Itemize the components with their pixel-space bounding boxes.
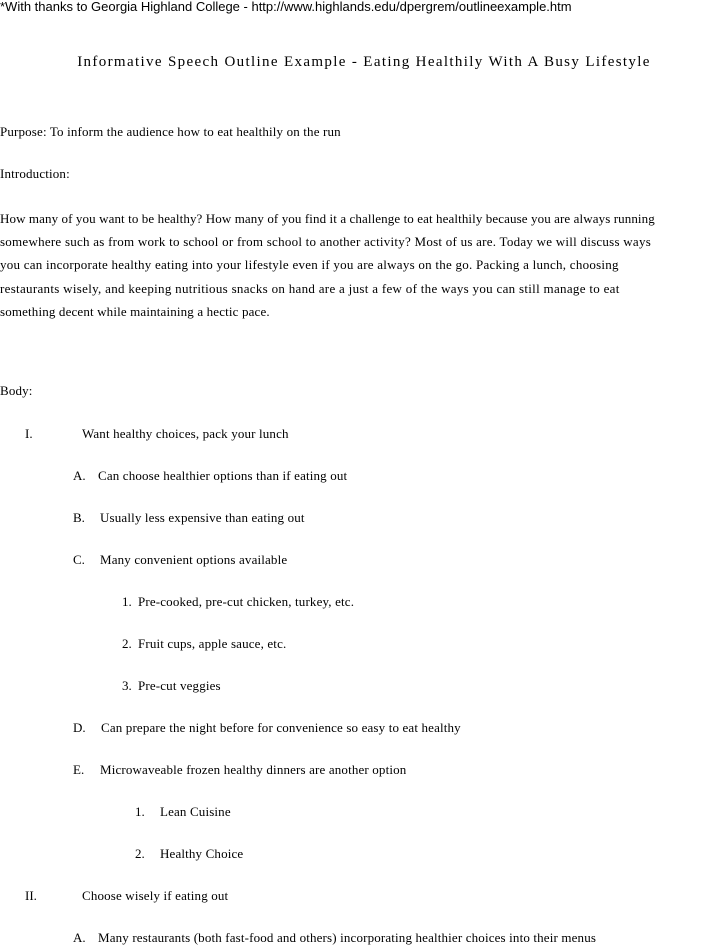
body-heading: Body: (0, 383, 33, 398)
outline-item-text: Pre-cut veggies (138, 678, 221, 693)
outline-item-text: Can choose healthier options than if eating out (98, 468, 348, 483)
outline-item-text: Choose wisely if eating out (82, 888, 229, 903)
outline-item-text: Lean Cuisine (160, 804, 231, 819)
outline-item-text: Fruit cups, apple sauce, etc. (138, 636, 287, 651)
introduction-line: something decent while maintaining a hectic pace. (0, 303, 270, 319)
introduction-line: How many of you want to be healthy? How many of you find it a challenge to eat healthily because you are always running (0, 211, 655, 226)
outline-item-text: Pre-cooked, pre-cut chicken, turkey, etc. (138, 594, 355, 609)
outline-marker: I. (25, 426, 33, 441)
introduction-line: you can incorporate healthy eating into your lifestyle even if you are always on the go. Packing a lunch, choosing (0, 257, 619, 273)
outline-marker: C. (73, 552, 85, 567)
outline-marker: 2. (122, 636, 132, 651)
outline-marker: D. (73, 720, 86, 735)
introduction-heading: Introduction: (0, 166, 70, 181)
outline-item-text: Many convenient options available (100, 552, 288, 567)
introduction-paragraph (0, 207, 728, 323)
introduction-line: somewhere such as from work to school or from school to another activity? Most of us are. Today we will discuss ways (0, 234, 652, 250)
outline-marker: 2. (135, 846, 145, 861)
outline-marker: E. (73, 762, 85, 777)
outline-marker: 3. (122, 678, 132, 693)
outline-marker: A. (73, 468, 86, 483)
outline-item-text: Microwaveable frozen healthy dinners are another option (100, 762, 407, 777)
outline-item-text: Healthy Choice (160, 846, 244, 861)
introduction-line: restaurants wisely, and keeping nutritious snacks on hand are a just a few of the ways you can still manage to eat (0, 280, 620, 296)
outline-marker: II. (25, 888, 37, 903)
outline-marker: 1. (122, 594, 132, 609)
outline-marker: A. (73, 930, 86, 945)
document-title: Informative Speech Outline Example - Eating Healthily With A Busy Lifestyle (77, 54, 651, 70)
purpose-statement: Purpose: To inform the audience how to eat healthily on the run (0, 124, 341, 139)
outline-item-text: Many restaurants (both fast-food and others) incorporating healthier choices into their menus (98, 930, 597, 945)
outline-item-text: Want healthy choices, pack your lunch (82, 426, 289, 441)
outline-marker: 1. (135, 804, 145, 819)
outline-item-text: Can prepare the night before for convenience so easy to eat healthy (101, 720, 461, 735)
outline-marker: B. (73, 510, 85, 525)
source-credit: *With thanks to Georgia Highland College - http://www.highlands.edu/dpergrem/outlineexample.htm (0, 0, 572, 14)
outline-item-text: Usually less expensive than eating out (100, 510, 305, 525)
